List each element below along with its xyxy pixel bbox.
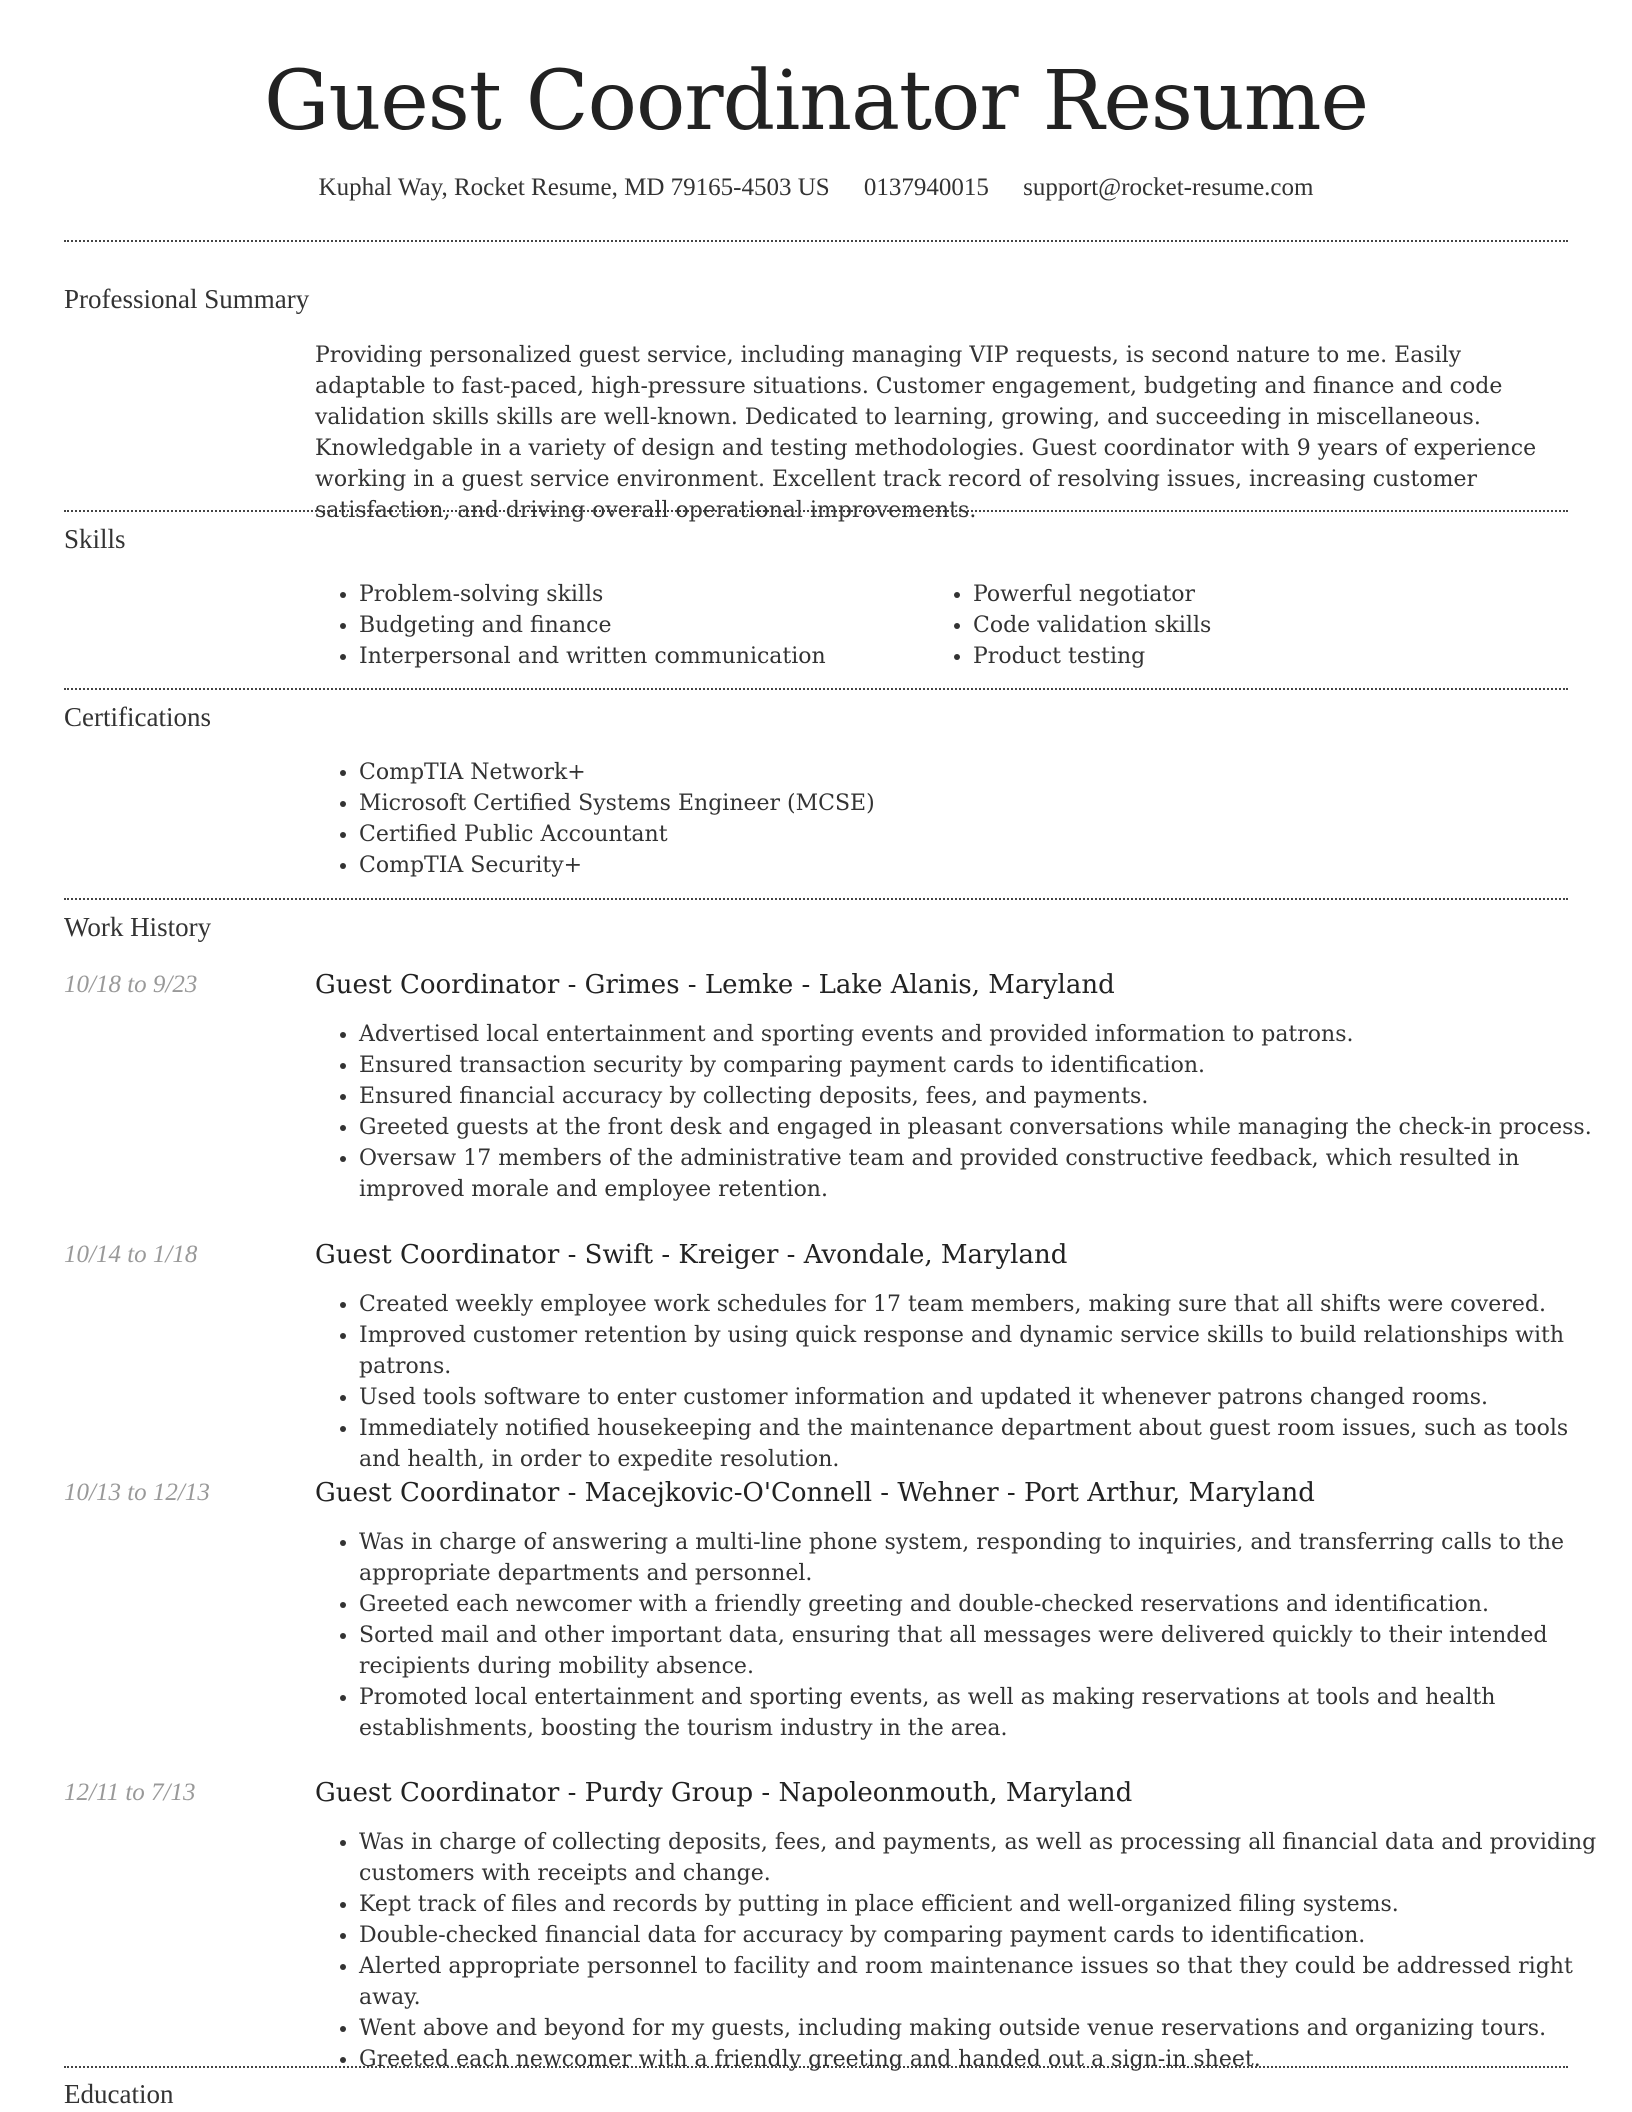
job-title: Guest Coordinator - Swift - Kreiger - Avondale, Maryland <box>315 1240 1068 1270</box>
certifications-list <box>315 757 1559 881</box>
job-title: Guest Coordinator - Grimes - Lemke - Lake Alanis, Maryland <box>315 970 1115 1000</box>
job-dates: 10/13 to 12/13 <box>64 1479 210 1506</box>
job-bullet: • Kept track of files and records by putting in place efficient and well-organized filing systems. <box>359 1889 1612 1920</box>
job-bullet: • Was in charge of answering a multi-line phone system, responding to inquiries, and transferring calls to the appropriate departments and personnel. <box>359 1527 1612 1589</box>
job-bullets <box>315 1019 1612 1205</box>
job-bullet: • Double-checked financial data for accuracy by comparing payment cards to identification. <box>359 1920 1612 1951</box>
page-title: Guest Coordinator Resume <box>263 54 1369 149</box>
divider <box>64 510 1568 512</box>
job-bullet: • Greeted guests at the front desk and engaged in pleasant conversations while managing the check-in process. <box>359 1112 1612 1143</box>
section-title-certifications: Certifications <box>64 702 211 732</box>
job-bullet: • Was in charge of collecting deposits, fees, and payments, as well as processing all financial data and providing customers with receipts and change. <box>359 1827 1612 1889</box>
job-bullet: • Greeted each newcomer with a friendly greeting and handed out a sign-in sheet. <box>359 2044 1612 2075</box>
divider <box>64 688 1568 690</box>
job-bullets <box>315 1527 1612 1744</box>
job-bullets <box>315 1827 1612 2075</box>
skill-item: • Interpersonal and written communication <box>359 641 939 672</box>
job-bullet: • Improved customer retention by using quick response and dynamic service skills to build relationships with patrons. <box>359 1320 1612 1382</box>
job-title: Guest Coordinator - Purdy Group - Napoleonmouth, Maryland <box>315 1778 1133 1808</box>
skill-item: • Code validation skills <box>973 610 1573 641</box>
job-bullet: • Advertised local entertainment and sporting events and provided information to patrons. <box>359 1019 1612 1050</box>
job-dates: 10/14 to 1/18 <box>64 1241 198 1268</box>
job-dates: 10/18 to 9/23 <box>64 971 198 998</box>
skill-item: • Powerful negotiator <box>973 579 1573 610</box>
job-bullet: • Sorted mail and other important data, ensuring that all messages were delivered quickly to their intended recipients during mobility absence. <box>359 1620 1612 1682</box>
job-bullets <box>315 1289 1612 1475</box>
section-title-education: Education <box>64 2079 174 2109</box>
job-bullet: • Ensured financial accuracy by collecting deposits, fees, and payments. <box>359 1081 1612 1112</box>
certification-item: • Microsoft Certified Systems Engineer (MCSE) <box>359 788 1559 819</box>
certification-item: • CompTIA Network+ <box>359 757 1559 788</box>
job-bullet: • Created weekly employee work schedules for 17 team members, making sure that all shifts were covered. <box>359 1289 1612 1320</box>
section-title-work-history: Work History <box>64 912 212 942</box>
job-bullet: • Alerted appropriate personnel to facility and room maintenance issues so that they could be addressed right away. <box>359 1951 1612 2013</box>
contact-email: support@rocket-resume.com <box>1023 174 1314 201</box>
job-bullet: • Ensured transaction security by comparing payment cards to identification. <box>359 1050 1612 1081</box>
job-bullet: • Immediately notified housekeeping and the maintenance department about guest room issues, such as tools and health, in order to expedite resolution. <box>359 1413 1612 1475</box>
skills-list-left <box>315 579 939 672</box>
job-bullet: • Went above and beyond for my guests, including making outside venue reservations and organizing tours. <box>359 2013 1612 2044</box>
job-bullet: • Used tools software to enter customer information and updated it whenever patrons changed rooms. <box>359 1382 1612 1413</box>
job-title: Guest Coordinator - Macejkovic-O'Connell - Wehner - Port Arthur, Maryland <box>315 1478 1315 1508</box>
section-title-summary: Professional Summary <box>64 284 310 314</box>
contact-phone: 0137940015 <box>863 174 989 201</box>
divider <box>64 898 1568 900</box>
skill-item: • Product testing <box>973 641 1573 672</box>
contact-line <box>0 172 1632 204</box>
divider <box>64 240 1568 242</box>
job-dates: 12/11 to 7/13 <box>64 1779 196 1806</box>
job-bullet: • Greeted each newcomer with a friendly greeting and double-checked reservations and identification. <box>359 1589 1612 1620</box>
summary-text: Providing personalized guest service, including managing VIP requests, is second nature to me. Easily adaptable to fast-paced, high-pressure situations. Customer engagement, budgeting and finance and code validation skills skills are well-known. Dedicated to learning, growing, and succeeding in miscellaneous. Knowledgable in a variety of design and testing methodologies. Guest coordinator with 9 years of experience working in a guest service environment. Excellent track record of resolving issues, increasing customer satisfaction, and driving overall operational improvements. <box>315 343 1537 523</box>
certification-item: • CompTIA Security+ <box>359 850 1559 881</box>
skill-item: • Problem-solving skills <box>359 579 939 610</box>
job-bullet: • Promoted local entertainment and sporting events, as well as making reservations at tools and health establishments, boosting the tourism industry in the area. <box>359 1682 1612 1744</box>
section-title-skills: Skills <box>64 524 126 554</box>
skill-item: • Budgeting and finance <box>359 610 939 641</box>
skills-list-right <box>929 579 1573 672</box>
job-bullet: • Oversaw 17 members of the administrative team and provided constructive feedback, which resulted in improved morale and employee retention. <box>359 1143 1612 1205</box>
certification-item: • Certified Public Accountant <box>359 819 1559 850</box>
contact-address: Kuphal Way, Rocket Resume, MD 79165-4503 US <box>318 174 830 201</box>
divider <box>64 2066 1568 2068</box>
